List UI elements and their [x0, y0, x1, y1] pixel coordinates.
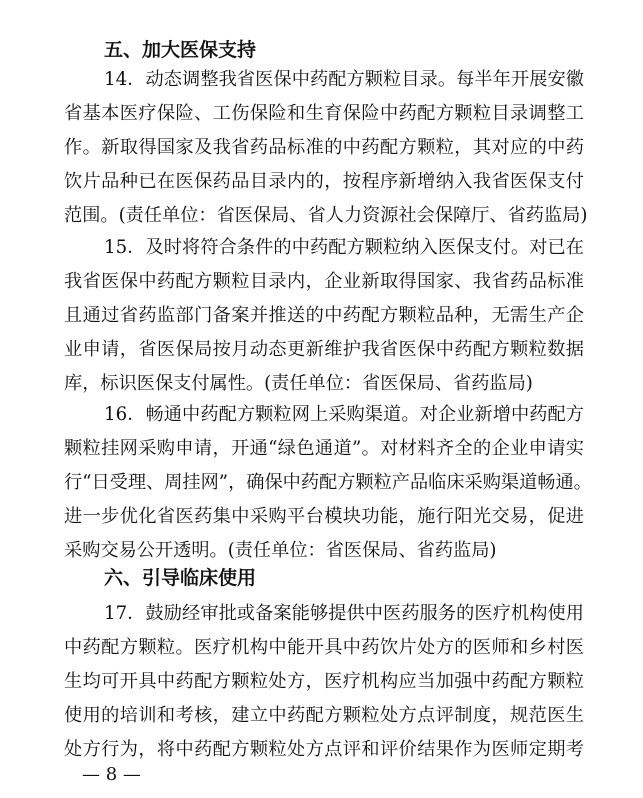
paragraph-line: 业申请，省医保局按月动态更新维护我省医保中药配方颗粒数据 — [64, 339, 584, 360]
paragraph-line: 16．畅通中药配方颗粒网上采购渠道。对企业新增中药配方 — [104, 404, 584, 425]
paragraph-line: 处方行为，将中药配方颗粒处方点评和评价结果作为医师定期考 — [64, 739, 584, 760]
section-heading-5: 五、加大医保支持 — [104, 39, 257, 61]
paragraph-line: 省基本医疗保险、工伤保险和生育保险中药配方颗粒目录调整工 — [64, 103, 584, 124]
paragraph-line: 中药配方颗粒。医疗机构中能开具中药饮片处方的医师和乡村医 — [64, 637, 584, 658]
paragraph-17 — [64, 597, 584, 767]
paragraph-line: 范围。(责任单位：省医保局、省人力资源社会保障厅、省药监局) — [64, 205, 588, 226]
paragraph-line: 采购交易公开透明。(责任单位：省医保局、省药监局) — [64, 540, 497, 561]
paragraph-line: 进一步优化省医药集中采购平台模块功能，施行阳光交易，促进 — [64, 506, 584, 527]
page-number: — 8 — — [82, 764, 141, 785]
paragraph-line: 生均可开具中药配方颗粒处方，医疗机构应当加强中药配方颗粒 — [64, 671, 584, 692]
paragraph-line: 15．及时将符合条件的中药配方颗粒纳入医保支付。对已在 — [104, 237, 584, 258]
paragraph-line: 饮片品种已在医保药品目录内的，按程序新增纳入我省医保支付 — [64, 171, 584, 192]
paragraph-line: 行“日受理、周挂网”，确保中药配方颗粒产品临床采购渠道畅通。 — [64, 472, 592, 493]
paragraph-line: 颗粒挂网采购申请，开通“绿色通道”。对材料齐全的企业申请实 — [64, 438, 584, 459]
paragraph-line: 17．鼓励经审批或备案能够提供中医药服务的医疗机构使用 — [104, 603, 584, 624]
paragraph-line: 使用的培训和考核，建立中药配方颗粒处方点评制度，规范医生 — [64, 705, 584, 726]
section-heading-6: 六、引导临床使用 — [104, 567, 257, 589]
paragraph-line: 14．动态调整我省医保中药配方颗粒目录。每半年开展安徽 — [104, 69, 584, 90]
paragraph-line: 库，标识医保支付属性。(责任单位：省医保局、省药监局) — [64, 373, 533, 394]
paragraph-line: 且通过省药监部门备案并推送的中药配方颗粒品种，无需生产企 — [64, 305, 584, 326]
paragraph-line: 作。新取得国家及我省药品标准的中药配方颗粒，其对应的中药 — [64, 137, 584, 158]
paragraph-14 — [64, 63, 588, 233]
paragraph-15 — [64, 231, 584, 401]
paragraph-line: 我省医保中药配方颗粒目录内，企业新取得国家、我省药品标准 — [64, 271, 584, 292]
paragraph-16 — [64, 398, 592, 568]
